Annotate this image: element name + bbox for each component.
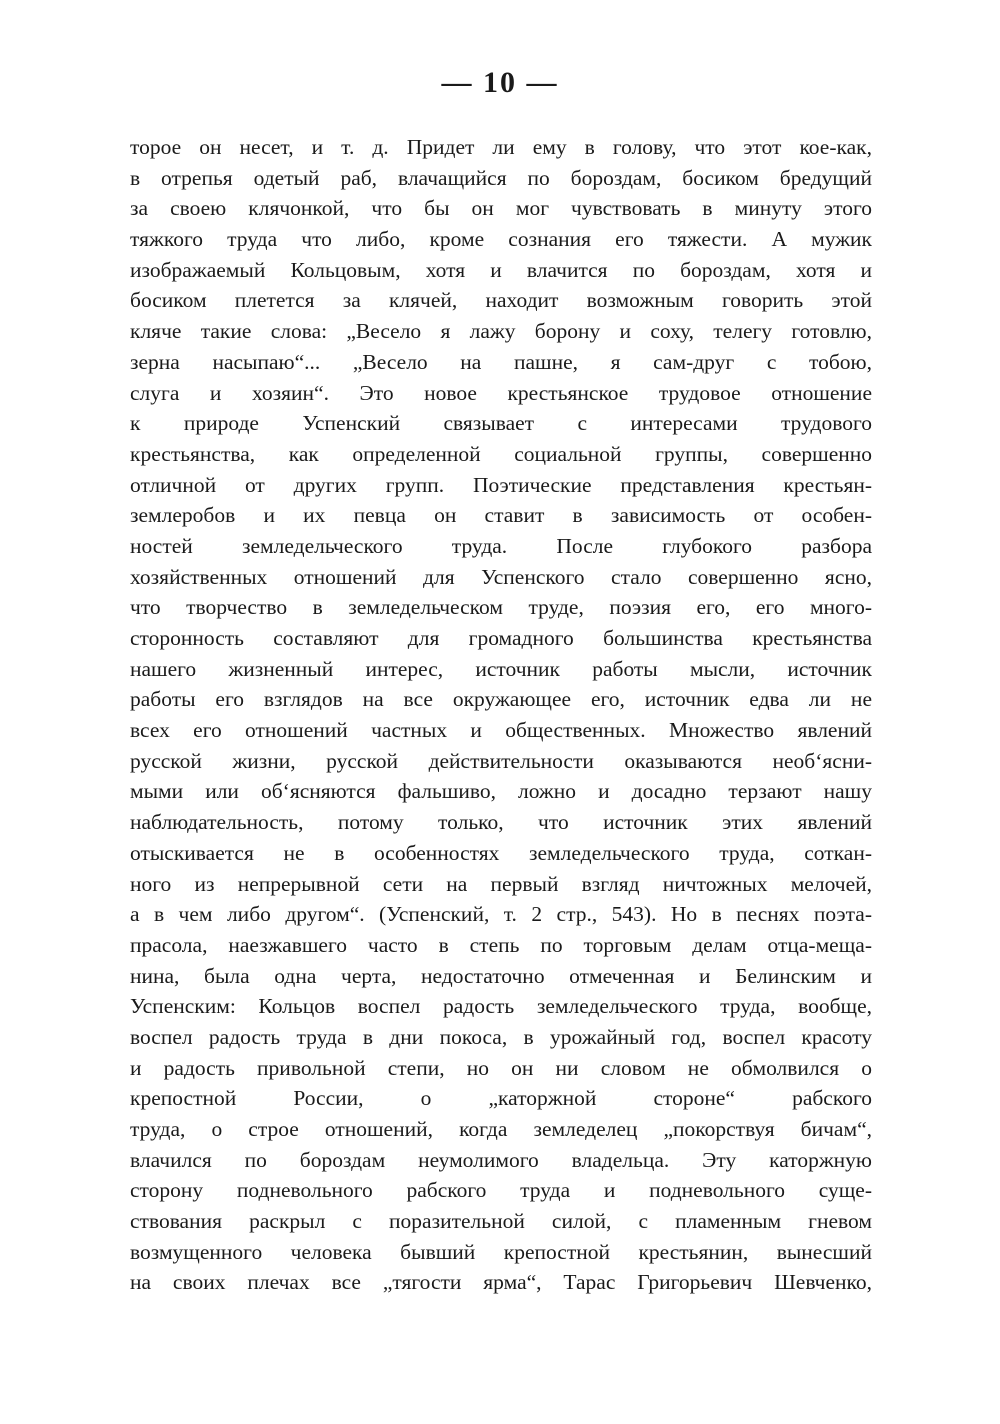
text-line: Успенским: Кольцов воспел радость земледельческого труда, вообще, <box>130 994 872 1019</box>
text-line: за своею клячонкой, что бы он мог чувствовать в минуту этого <box>130 196 872 221</box>
text-line: зерна насыпаю“... „Весело на пашне, я сам-друг с тобою, <box>130 349 872 374</box>
text-line: ностей земледельческого труда. После глубокого разбора <box>130 533 872 558</box>
text-line: мыми или об‘ясняются фальшиво, ложно и досадно терзают нашу <box>130 779 872 804</box>
text-line: слуга и хозяин“. Это новое крестьянское трудовое отношение <box>130 380 872 405</box>
text-line: хозяйственных отношений для Успенского стало совершенно ясно, <box>130 564 872 589</box>
text-line: отыскивается не в особенностях земледельческого труда, соткан- <box>130 840 872 865</box>
text-line: наблюдательность, потому только, что источник этих явлений <box>130 810 872 835</box>
text-line: всех его отношений частных и общественных. Множество явлений <box>130 718 872 743</box>
page-number: — 10 — <box>441 66 559 99</box>
text-line: кляче такие слова: „Весело я лажу борону и соху, телегу готовлю, <box>130 319 872 344</box>
text-line: крепостной России, о „каторжной стороне“ рабского <box>130 1086 872 1111</box>
text-line: работы его взглядов на все окружающее его, источник едва ли не <box>130 687 872 712</box>
text-line: в отрепья одетый раб, влачащийся по бороздам, босиком бредущий <box>130 165 872 190</box>
text-line: влачился по бороздам неумолимого владельца. Эту каторжную <box>130 1147 872 1172</box>
text-line: на своих плечах все „тягости ярма“, Тарас Григорьевич Шевченко, <box>130 1270 872 1295</box>
text-line: изображаемый Кольцовым, хотя и влачится по бороздам, хотя и <box>130 257 872 282</box>
text-line: торое он несет, и т. д. Придет ли ему в голову, что этот кое-как, <box>130 135 872 159</box>
text-line: и радость привольной степи, но он ни словом не обмолвился о <box>130 1055 872 1080</box>
text-line: нина, была одна черта, недостаточно отмеченная и Белинским и <box>130 963 872 988</box>
text-line: труда, о строе отношений, когда земледелец „покорствуя бичам“, <box>130 1117 872 1141</box>
text-line: ствования раскрыл с поразительной силой, с пламенным гневом <box>130 1209 872 1234</box>
text-line: а в чем либо другом“. (Успенский, т. 2 стр., 543). Но в песнях поэта- <box>130 902 872 927</box>
text-line: возмущенного человека бывший крепостной крестьянин, вынесший <box>130 1239 872 1264</box>
text-line: сторонность составляют для громадного большинства крестьянства <box>130 626 872 650</box>
text-line: тяжкого труда что либо, кроме сознания его тяжести. А мужик <box>130 227 872 252</box>
body-text <box>130 132 872 1298</box>
text-line: отличной от других групп. Поэтические представления крестьян- <box>130 472 872 497</box>
text-line: что творчество в земледельческом труде, поэзия его, его много- <box>130 595 872 620</box>
text-line: ного из непрерывной сети на первый взгляд ничтожных мелочей, <box>130 871 872 896</box>
text-line: нашего жизненный интерес, источник работы мысли, источник <box>130 656 872 681</box>
text-line: русской жизни, русской действительности оказываются необ‘ясни- <box>130 748 872 773</box>
text-line: к природе Успенский связывает с интересами трудового <box>130 411 872 436</box>
text-line: сторону подневольного рабского труда и подневольного суще- <box>130 1178 872 1203</box>
text-line: землеробов и их певца он ставит в зависимость от особен- <box>130 503 872 528</box>
text-line: босиком плетется за клячей, находит возможным говорить этой <box>130 288 872 313</box>
text-line: крестьянства, как определенной социальной группы, совершенно <box>130 441 872 466</box>
text-line: воспел радость труда в дни покоса, в урожайный год, воспел красоту <box>130 1024 872 1049</box>
text-line: прасола, наезжавшего часто в степь по торговым делам отца-меща- <box>130 932 872 957</box>
